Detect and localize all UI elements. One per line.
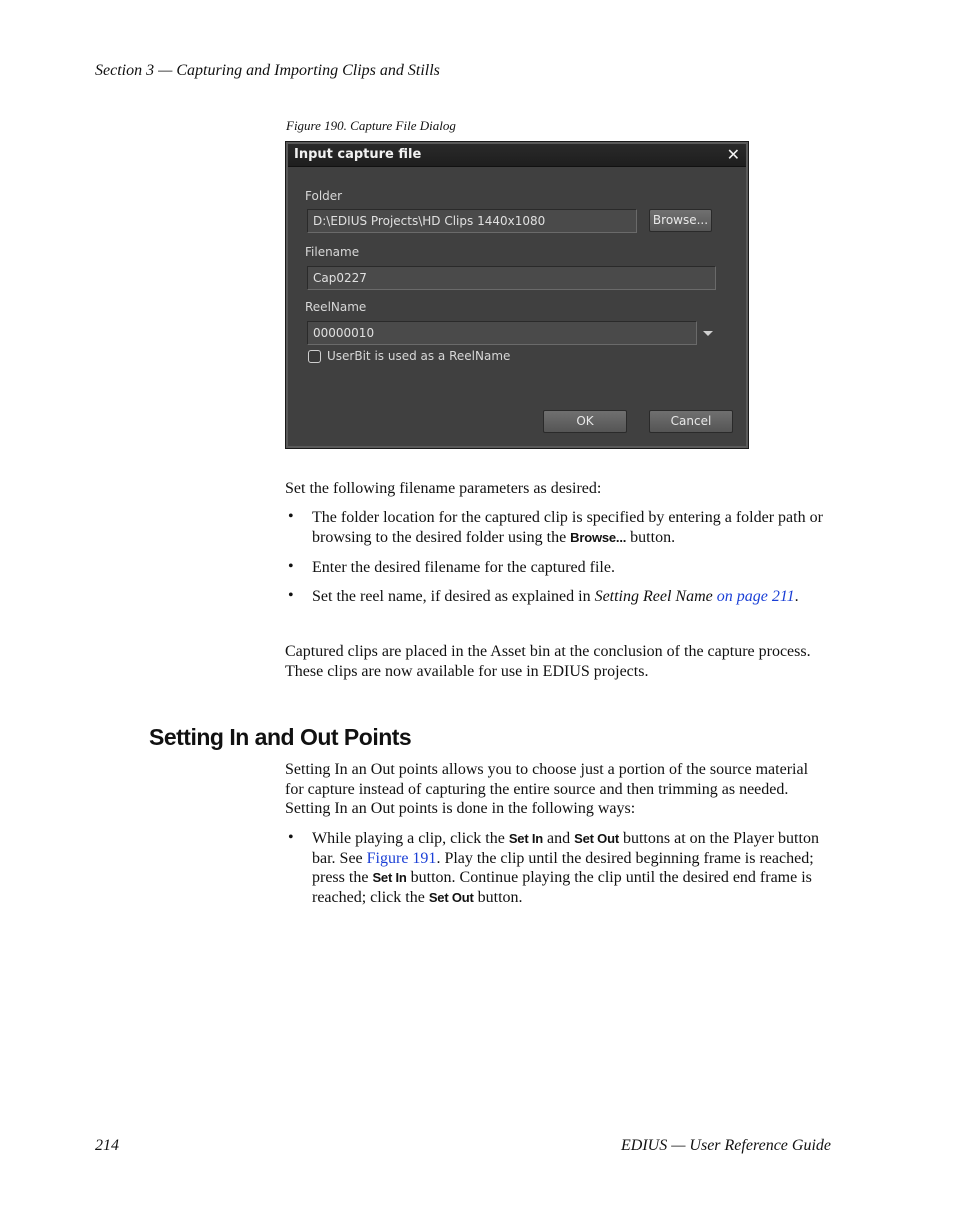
set-in-button-ref: Set In [508,831,544,846]
filename-label: Filename [305,245,360,259]
dialog-titlebar [288,144,746,167]
browse-button-ref: Browse... [570,529,627,545]
bullet-item-setin-setout: While playing a clip, click the Set In and Set Out buttons at on the Player button bar. See Figure 191. Play the clip until the desired beginning frame is reached; press the Set In button. Continue playing the clip until the desired end frame is reached; click the Set Out button. [312,830,819,906]
figure-caption: Figure 190. Capture File Dialog [286,118,456,133]
userbit-label: UserBit is used as a ReelName [327,349,511,363]
bullet-item-folder: The folder location for the captured clip is specified by entering a folder path or browsing to the desired folder using the Browse... button. [312,509,823,546]
bullet-item-filename: Enter the desired filename for the captured file. [312,559,615,576]
chevron-down-icon[interactable] [703,331,713,336]
bullet-item-reelname: Set the reel name, if desired as explained in Setting Reel Name on page 211. [312,588,799,605]
userbit-checkbox[interactable] [308,350,321,363]
close-icon[interactable]: ✕ [726,145,740,164]
ok-button[interactable]: OK [543,410,627,433]
bullet-marker: • [288,508,294,525]
section-heading: Setting In and Out Points [149,724,412,750]
cancel-button[interactable]: Cancel [649,410,733,433]
page-number: 214 [95,1137,119,1154]
set-in-button-ref: Set In [372,870,407,885]
cross-reference: Setting Reel Name [594,588,713,605]
reelname-label: ReelName [305,300,367,314]
intro-paragraph: Set the following filename parameters as desired: [285,480,602,497]
dialog-title: Input capture file [294,147,422,162]
browse-button[interactable]: Browse... [649,209,712,232]
set-out-button-ref: Set Out [574,831,619,846]
captured-paragraph: Captured clips are placed in the Asset bin at the conclusion of the capture process. These clips are now available for use in EDIUS projects. [285,643,811,680]
bullet-marker: • [288,587,294,604]
page-link[interactable]: on page 211 [716,588,795,605]
guide-title: EDIUS — User Reference Guide [620,1137,831,1154]
folder-field[interactable] [307,209,637,233]
filename-field[interactable] [307,266,716,290]
bullet-marker: • [288,558,294,575]
folder-label: Folder [305,189,343,203]
capture-file-dialog [286,142,748,448]
reelname-dropdown[interactable] [307,321,697,345]
bullet-marker: • [288,829,294,846]
inout-paragraph: Setting In an Out points allows you to choose just a portion of the source material for capture instead of capturing the entire source and then trimming as needed. Setting In an Out points is done in the following ways: [285,761,809,817]
dialog-body [288,167,746,446]
set-out-button-ref: Set Out [428,889,474,905]
figure-link[interactable]: Figure 191 [366,849,437,867]
section-header: Section 3 — Capturing and Importing Clips and Stills [95,62,440,79]
